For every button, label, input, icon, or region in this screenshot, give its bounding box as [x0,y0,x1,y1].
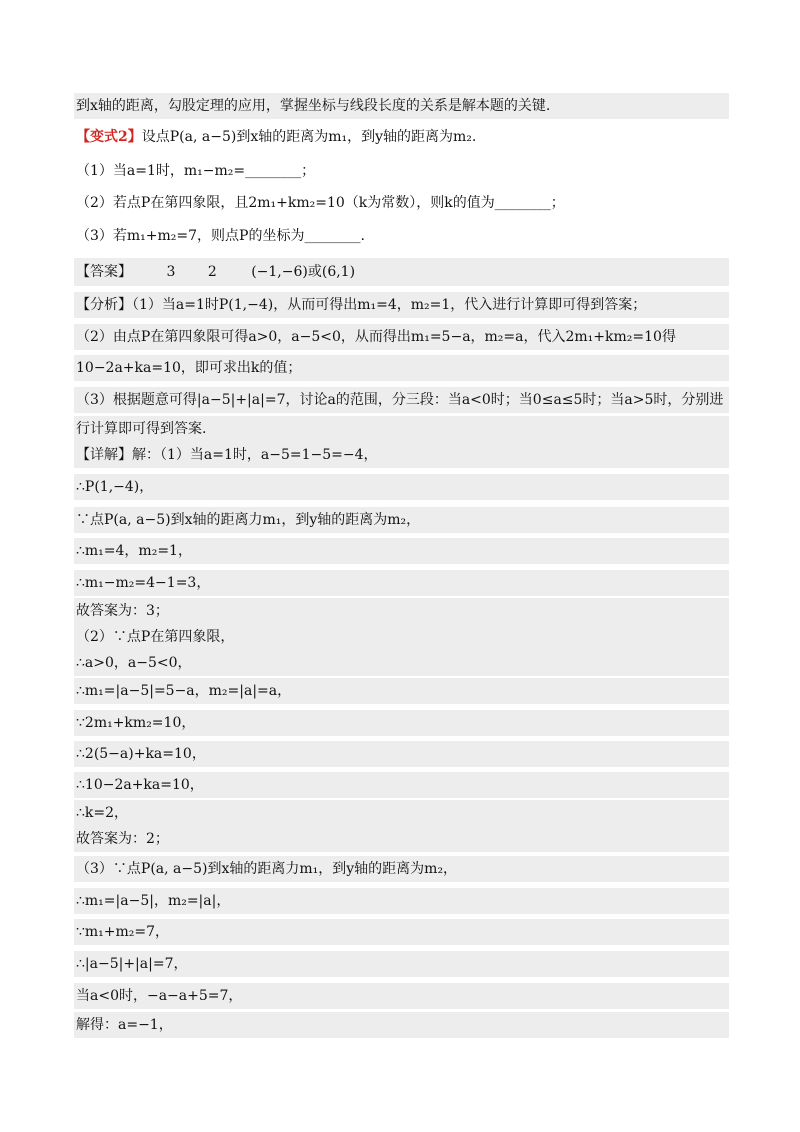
detail-line-5: ∴m₁−m₂=4−1=3， [74,570,729,596]
detail-line-2: ∴P(1,−4)， [74,474,729,500]
answer-1: 3 [166,264,176,280]
analysis-line-2: （2）由点P在第四象限可得a>0，a−5<0，从而得出m₁=5−a，m₂=a，代入2m₁+km₂=10得 [74,324,729,350]
detail-line-12: ∴10−2a+ka=10， [74,772,729,798]
detail-line-9: ∴m₁=|a−5|=5−a，m₂=|a|=a， [74,678,729,704]
detail-line-14: 故答案为：2； [74,826,729,852]
question-2: （2）若点P在第四象限，且2m₁+km₂=10（k为常数），则k的值为________； [76,195,565,211]
detail-line-10: ∵2m₁+km₂=10， [74,710,729,736]
problem-statement [74,124,729,150]
detail-line-16: ∴m₁=|a−5|，m₂=|a|， [74,888,729,914]
analysis-line-3: 10−2a+ka=10，即可求出k的值； [74,355,729,381]
detail-line-3: ∵点P(a, a−5)到x轴的距离力m₁，到y轴的距离为m₂， [74,507,729,533]
answer-3: (−1,−6)或(6,1) [251,264,356,280]
detail-line-17: ∵m₁+m₂=7， [74,919,729,945]
question-1: （1）当a=1时，m₁−m₂=________； [76,163,316,179]
question-3: （3）若m₁+m₂=7，则点P的坐标为________. [76,228,365,244]
detail-line-7: （2）∵点P在第四象限， [74,624,729,650]
detail-line-19: 当a<0时，−a−a+5=7， [74,983,729,1009]
detail-line-6: 故答案为：3； [74,598,729,624]
variant-tag: 【变式2】 [76,129,142,145]
detail-line-13: ∴k=2， [74,800,729,826]
detail-line-15: （3）∵点P(a, a−5)到x轴的距离力m₁，到y轴的距离为m₂， [74,856,729,882]
detail-line-20: 解得：a=−1， [74,1012,729,1038]
analysis-line-1: 【分析】（1）当a=1时P(1,−4)，从而可得出m₁=4，m₂=1，代入进行计算即可得到答案； [74,292,729,318]
answer-label: 【答案】 [76,264,132,280]
detail-line-8: ∴a>0，a−5<0， [74,650,729,676]
analysis-line-4: （3）根据题意可得|a−5|+|a|=7，讨论a的范围，分三段：当a<0时；当0≤a≤5时；当a>5时，分别进 [74,387,729,413]
detail-line-1: 【详解】解：（1）当a=1时，a−5=1−5=−4， [74,442,729,468]
analysis-line-5: 行计算即可得到答案. [74,416,729,442]
detail-line-4: ∴m₁=4，m₂=1， [74,538,729,564]
intro-continuation: 到x轴的距离，勾股定理的应用，掌握坐标与线段长度的关系是解本题的关键. [74,93,729,119]
detail-line-11: ∴2(5−a)+ka=10， [74,741,729,767]
problem-text: 设点P(a, a−5)到x轴的距离为m₁，到y轴的距离为m₂. [141,129,477,145]
detail-line-18: ∴|a−5|+|a|=7， [74,951,729,977]
answer-row [74,258,729,286]
answer-2: 2 [207,264,217,280]
